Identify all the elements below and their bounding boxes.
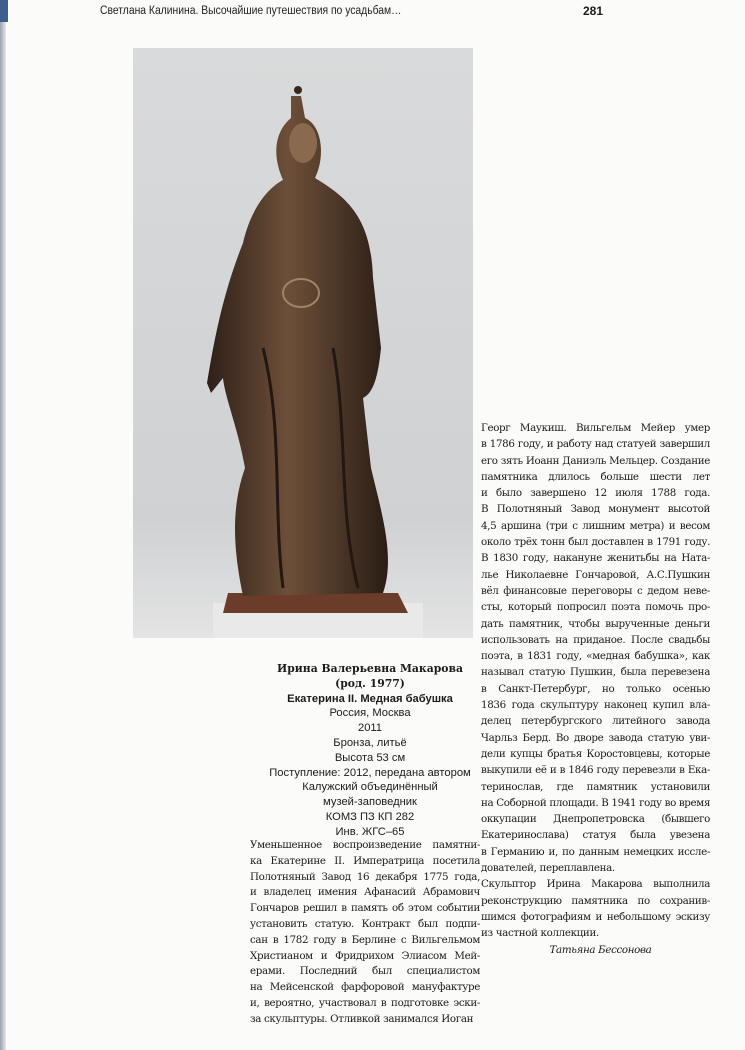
text-line: сан в 1782 году в Берлине с Вильгельмом [250, 933, 480, 946]
caption-title: Екатерина II. Медная бабушка [287, 692, 453, 705]
text-line: называл статую Пушкин, была перевезена [481, 666, 710, 679]
statue-photo [133, 48, 473, 638]
text-line: на Соборной площади. В 1941 году во время [481, 796, 710, 809]
text-line: около трёх тонн был доставлен в 1791 году. [481, 536, 710, 549]
text-line: Гончаров решил в память об этом событии [250, 902, 480, 915]
text-line: Скульптор Ирина Макарова выполнила [481, 878, 710, 891]
text-line: в Санкт-Петербург, но только осенью [481, 682, 710, 695]
text-line: в 1786 году, и работу над статуей завершил [481, 438, 710, 451]
text-line: Уменьшенное воспроизведение памятни- [250, 839, 480, 851]
text-line: выкупили её и в 1846 году перевезли в Ека- [481, 764, 710, 777]
text-line: и владелец имения Афанасий Абрамович [250, 886, 480, 899]
caption-line: Россия, Москва [329, 707, 411, 720]
statue-illustration [133, 48, 473, 638]
text-line: Христианом и Фридрихом Элиасом Мей- [250, 949, 480, 962]
text-line: Полотняный Завод 16 декабря 1775 года, [250, 870, 480, 883]
text-line: Чарльз Берд. Во дворе завода статую уви- [481, 731, 710, 744]
text-line: лье Николаевне Гончаровой, А.С.Пушкин [481, 568, 710, 581]
text-line: шимся фотографиям и небольшому эскизу [481, 910, 710, 923]
text-line: использовать на приданое. После свадьбы [481, 633, 710, 646]
text-line: установить статую. Контракт был подпи- [250, 917, 480, 930]
text-line: оккупации Днепропетровска (бывшего [481, 813, 710, 826]
text-line: дователей, переплавлена. [481, 862, 615, 875]
text-line: ка Екатерине II. Императрица посетила [250, 854, 480, 867]
caption-line: Высота 53 см [334, 751, 406, 764]
text-line: дели купцы братья Коростовцевы, которые [481, 747, 710, 760]
text-line: 1836 года скульптуру наконец купил вла- [481, 699, 710, 712]
left-text-column [250, 838, 480, 1028]
text-line: его зять Иоанн Даниэль Мельцер. Создание [481, 454, 710, 467]
caption-line: музей-заповедник [323, 796, 417, 809]
text-line: и было завершено 12 июля 1788 года. [481, 487, 710, 500]
text-line: из частной коллекции. [481, 927, 599, 940]
text-line: реконструкцию памятника по сохранив- [481, 894, 710, 907]
caption-line: Инв. ЖГС–65 [335, 825, 405, 838]
text-line: сты, который попросил поэта помочь про- [481, 601, 710, 614]
text-line: Екатеринослава) статуя была увезена [481, 829, 710, 842]
text-line: в Германию и, по данным немецких иссле- [481, 845, 710, 858]
page-edge [0, 0, 6, 1050]
text-line: 4,5 аршина (три с лишним метра) и весом [481, 519, 710, 532]
caption-author: Ирина Валерьевна Макарова [277, 662, 463, 675]
caption-line: Калужский объединённый [302, 781, 438, 794]
right-text-column [481, 420, 710, 958]
text-line: вёл финансовые переговоры с дедом неве- [481, 584, 710, 597]
text-line: ерами. Последний был специалистом [250, 965, 480, 978]
running-title: Светлана Калинина. Высочайшие путешествия по усадьбам… [100, 5, 402, 17]
caption-line: Поступление: 2012, передана автором [269, 766, 471, 779]
text-line: дать памятник, чтобы вырученные деньги [481, 617, 710, 630]
caption-born: (род. 1977) [335, 676, 405, 690]
text-line: В 1830 году, накануне женитьбы на Ната- [481, 552, 710, 565]
caption-line: 2011 [357, 722, 383, 735]
text-line: за скульптуры. Отливкой занимался Иоган [250, 1012, 474, 1025]
text-line: делец петербургского литейного завода [481, 715, 710, 728]
artwork-caption [250, 662, 490, 840]
text-line: В Полотняный Завод монумент высотой [481, 503, 710, 516]
caption-line: Бронза, литьё [333, 736, 407, 749]
text-line: на Мейсенской фарфоровой мануфактуре [250, 981, 480, 994]
caption-line: КОМЗ ПЗ КП 282 [325, 810, 415, 823]
text-line: теринослав, где памятник установили [481, 780, 710, 793]
signature: Татьяна Бессонова [549, 943, 652, 956]
text-line: Георг Маукиш. Вильгельм Мейер умер [481, 422, 710, 434]
text-line: и, вероятно, участвовал в подготовке эски- [250, 996, 480, 1009]
text-line: поэта, в 1831 году, «медная бабушка», как [481, 650, 710, 663]
page-edge-mark [0, 0, 8, 22]
text-line: памятника длилось больше шести лет [481, 470, 710, 483]
page-number: 281 [583, 4, 604, 18]
